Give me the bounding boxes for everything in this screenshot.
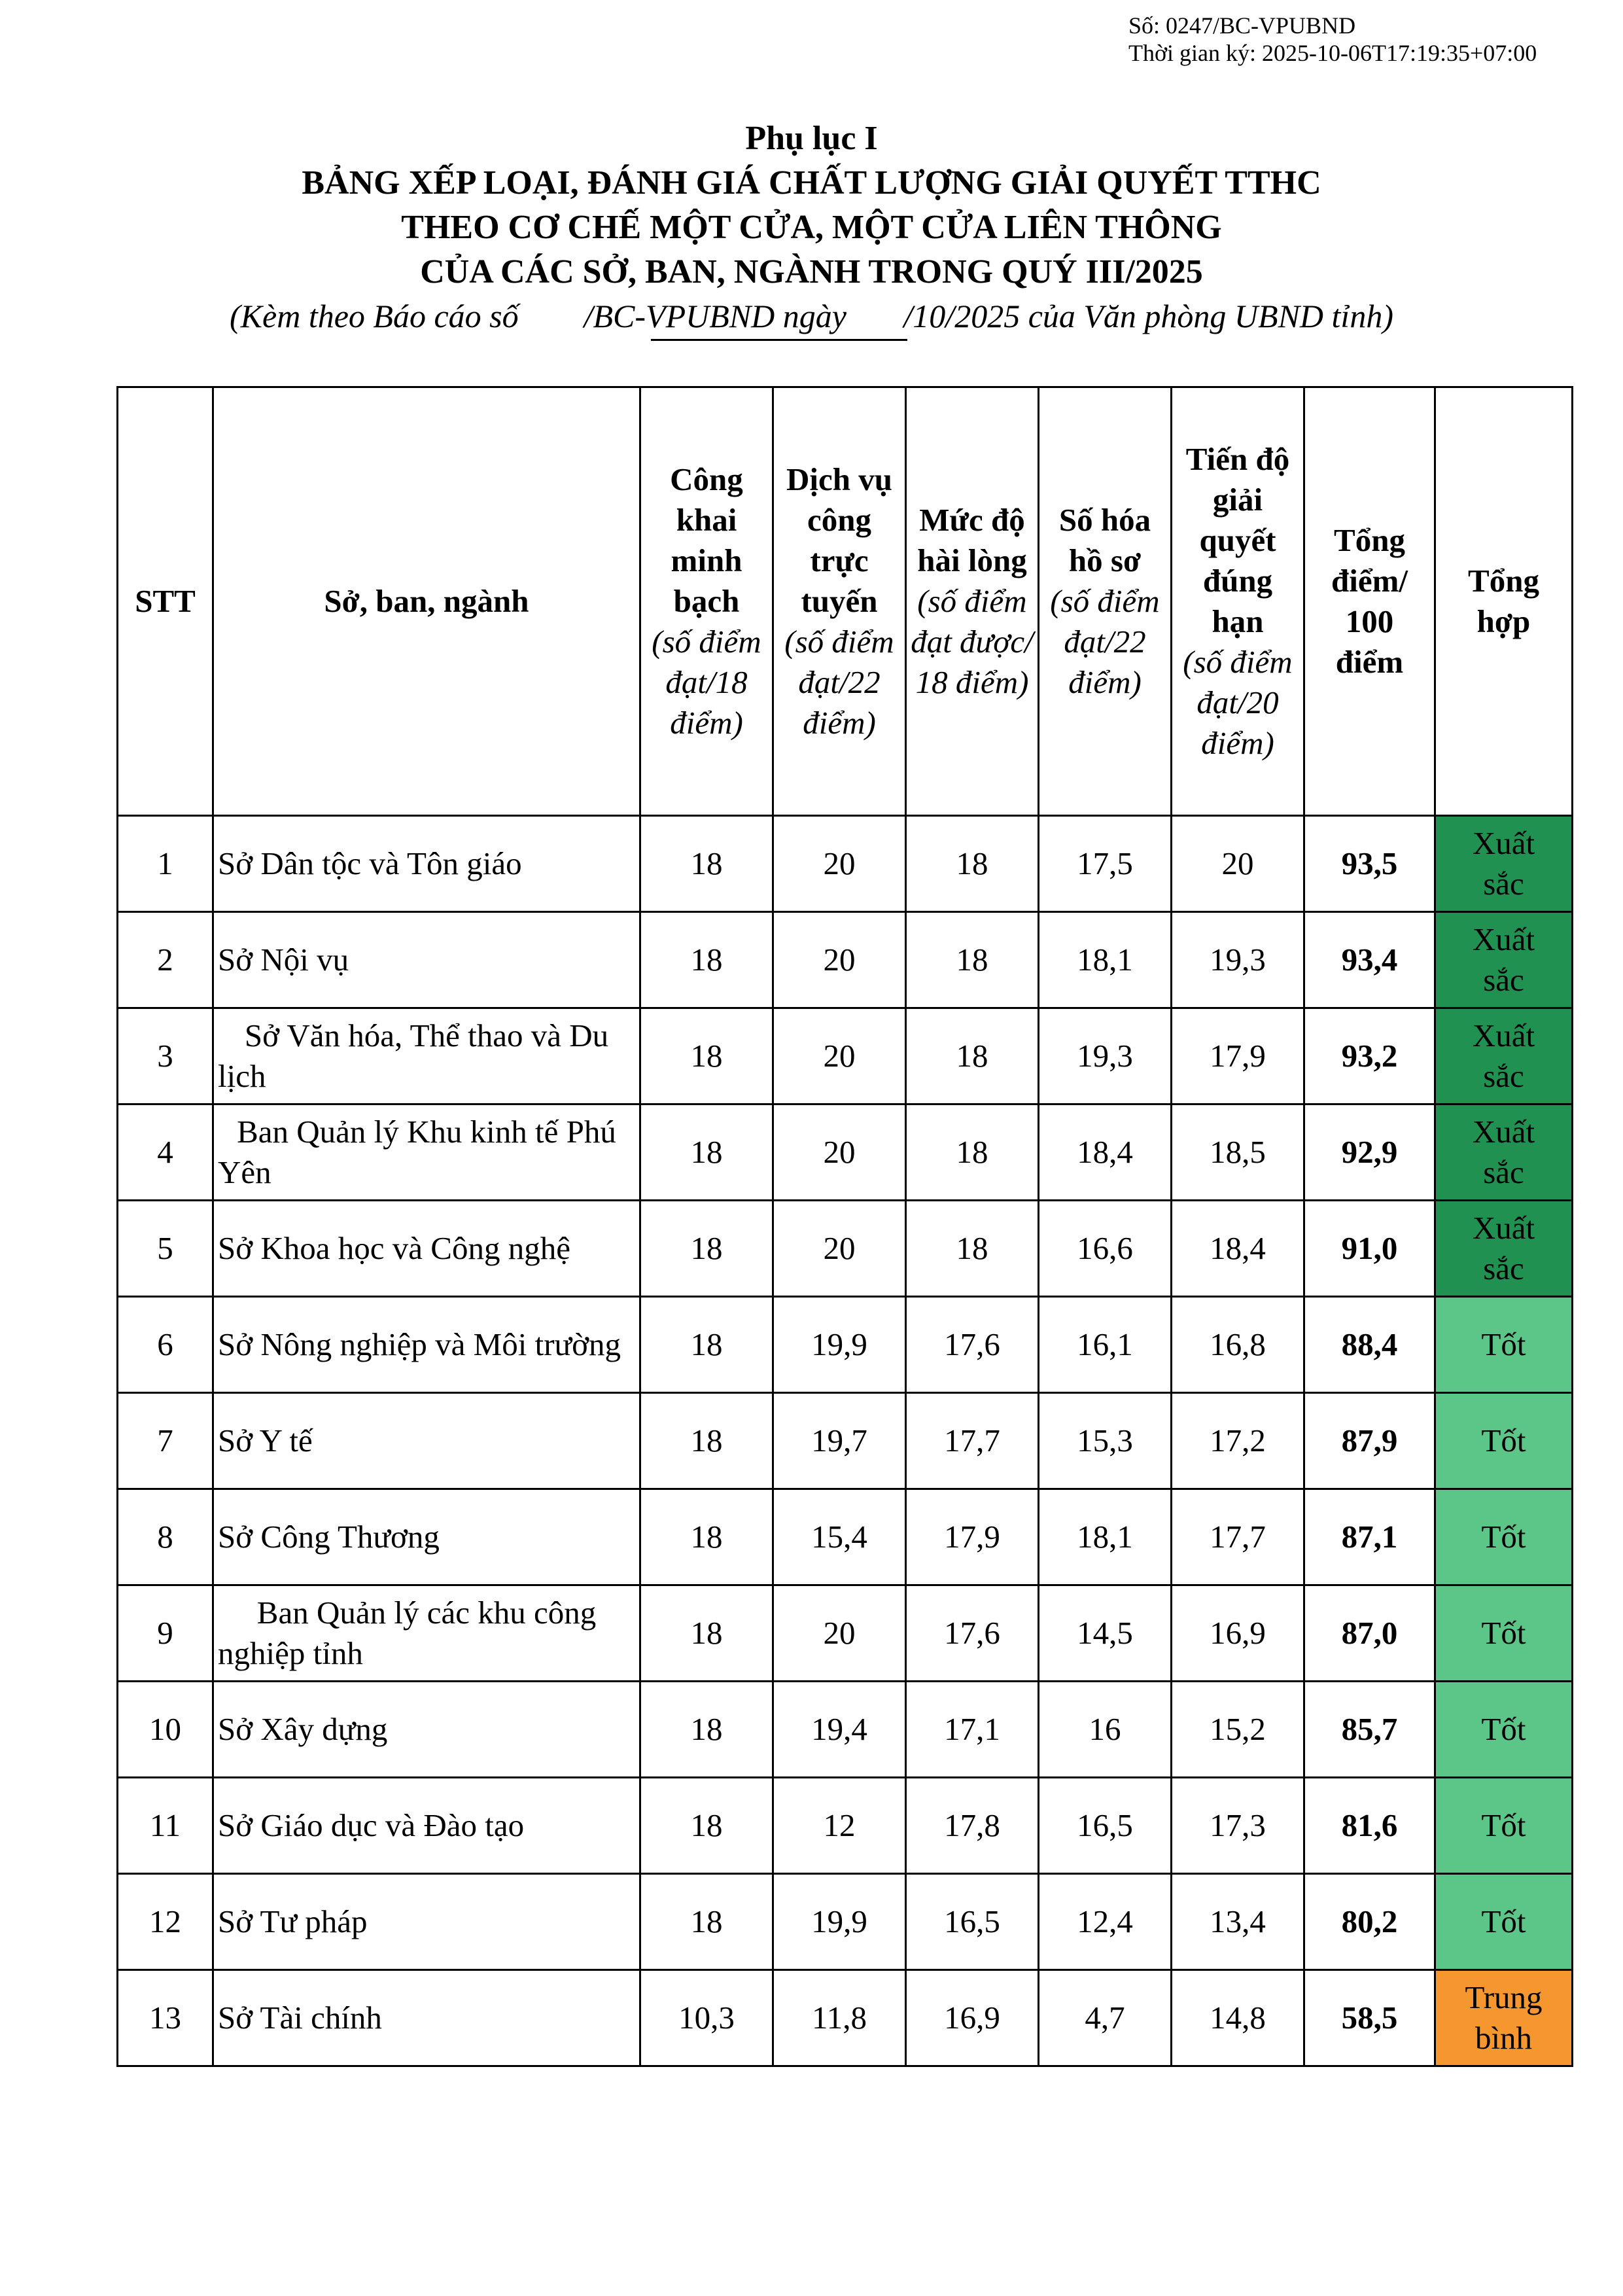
header-label: Số hóa hồ sơ	[1058, 502, 1151, 578]
cell-satisfaction: 17,7	[906, 1393, 1039, 1489]
cell-transparency: 18	[640, 912, 773, 1008]
cell-grade: Xuất sắc	[1435, 816, 1573, 912]
cell-dept: Sở Nội vụ	[213, 912, 640, 1008]
header-satisfaction	[906, 387, 1039, 816]
title-line-3: CỦA CÁC SỞ, BAN, NGÀNH TRONG QUÝ III/2025	[420, 253, 1203, 291]
cell-total: 58,5	[1304, 1970, 1435, 2066]
cell-satisfaction: 17,6	[906, 1297, 1039, 1393]
cell-on-time: 17,9	[1172, 1008, 1304, 1104]
cell-satisfaction: 17,6	[906, 1585, 1039, 1682]
cell-on-time: 18,5	[1172, 1104, 1304, 1201]
cell-dept: Sở Tài chính	[213, 1970, 640, 2066]
cell-online-service: 19,9	[773, 1297, 906, 1393]
cell-online-service: 19,4	[773, 1682, 906, 1778]
cell-transparency: 18	[640, 1008, 773, 1104]
cell-total: 87,1	[1304, 1489, 1435, 1585]
cell-grade: Tốt	[1435, 1874, 1573, 1970]
cell-grade: Tốt	[1435, 1682, 1573, 1778]
cell-stt: 7	[118, 1393, 213, 1489]
subtitle-underline	[651, 339, 907, 341]
header-unit: (số điểm đạt/22 điểm)	[1050, 583, 1160, 700]
cell-grade: Tốt	[1435, 1297, 1573, 1393]
cell-digitization: 17,5	[1039, 816, 1172, 912]
cell-transparency: 18	[640, 816, 773, 912]
cell-stt: 1	[118, 816, 213, 912]
cell-digitization: 18,1	[1039, 1489, 1172, 1585]
title-line-1: BẢNG XẾP LOẠI, ĐÁNH GIÁ CHẤT LƯỢNG GIẢI QUYẾT TTHC	[302, 164, 1321, 202]
cell-grade: Trung bình	[1435, 1970, 1573, 2066]
cell-dept: Sở Văn hóa, Thể thao và Du lịch	[213, 1008, 640, 1104]
header-unit: (số điểm đạt/20 điểm)	[1183, 644, 1293, 761]
cell-total: 92,9	[1304, 1104, 1435, 1201]
cell-satisfaction: 18	[906, 912, 1039, 1008]
cell-satisfaction: 17,9	[906, 1489, 1039, 1585]
table-row	[118, 1682, 1573, 1778]
table-row	[118, 1201, 1573, 1297]
cell-stt: 11	[118, 1778, 213, 1874]
header-total: Tổng điểm/ 100 điểm	[1304, 387, 1435, 816]
cell-on-time: 16,9	[1172, 1585, 1304, 1682]
cell-digitization: 16,1	[1039, 1297, 1172, 1393]
cell-dept: Sở Khoa học và Công nghệ	[213, 1201, 640, 1297]
cell-dept: Sở Giáo dục và Đào tạo	[213, 1778, 640, 1874]
cell-dept: Sở Xây dựng	[213, 1682, 640, 1778]
header-label: Dịch vụ công trực tuyến	[786, 461, 892, 619]
cell-grade: Xuất sắc	[1435, 1201, 1573, 1297]
cell-dept: Sở Nông nghiệp và Môi trường	[213, 1297, 640, 1393]
table-row	[118, 816, 1573, 912]
cell-stt: 13	[118, 1970, 213, 2066]
cell-grade: Tốt	[1435, 1393, 1573, 1489]
cell-stt: 2	[118, 912, 213, 1008]
header-unit: (số điểm đạt/18 điểm)	[652, 624, 761, 741]
subtitle: (Kèm theo Báo cáo số /BC-VPUBND ngày /10/2025 của Văn phòng UBND tỉnh)	[230, 298, 1393, 334]
cell-online-service: 20	[773, 816, 906, 912]
cell-on-time: 18,4	[1172, 1201, 1304, 1297]
cell-online-service: 19,9	[773, 1874, 906, 1970]
cell-transparency: 18	[640, 1393, 773, 1489]
cell-on-time: 13,4	[1172, 1874, 1304, 1970]
cell-digitization: 12,4	[1039, 1874, 1172, 1970]
table-row	[118, 1970, 1573, 2066]
cell-dept: Ban Quản lý Khu kinh tế Phú Yên	[213, 1104, 640, 1201]
cell-digitization: 16	[1039, 1682, 1172, 1778]
cell-dept: Sở Y tế	[213, 1393, 640, 1489]
table-row	[118, 1585, 1573, 1682]
cell-satisfaction: 18	[906, 1008, 1039, 1104]
cell-satisfaction: 17,1	[906, 1682, 1039, 1778]
cell-transparency: 18	[640, 1682, 773, 1778]
cell-on-time: 17,3	[1172, 1778, 1304, 1874]
cell-dept: Sở Công Thương	[213, 1489, 640, 1585]
cell-on-time: 19,3	[1172, 912, 1304, 1008]
header-unit: (số điểm đạt/22 điểm)	[784, 624, 894, 741]
cell-satisfaction: 18	[906, 1201, 1039, 1297]
header-label: Mức độ hài lòng	[917, 502, 1027, 578]
cell-stt: 10	[118, 1682, 213, 1778]
cell-total: 87,9	[1304, 1393, 1435, 1489]
cell-satisfaction: 17,8	[906, 1778, 1039, 1874]
cell-digitization: 18,4	[1039, 1104, 1172, 1201]
ranking-table	[116, 386, 1573, 2067]
signed-time: Thời gian ký: 2025-10-06T17:19:35+07:00	[1128, 40, 1537, 66]
cell-transparency: 18	[640, 1201, 773, 1297]
document-number: Số: 0247/BC-VPUBND	[1128, 12, 1356, 39]
cell-online-service: 20	[773, 1008, 906, 1104]
cell-online-service: 20	[773, 1201, 906, 1297]
table-row	[118, 1393, 1573, 1489]
cell-digitization: 4,7	[1039, 1970, 1172, 2066]
cell-transparency: 18	[640, 1585, 773, 1682]
table-header-row	[118, 387, 1573, 816]
cell-dept: Sở Dân tộc và Tôn giáo	[213, 816, 640, 912]
cell-total: 81,6	[1304, 1778, 1435, 1874]
cell-on-time: 16,8	[1172, 1297, 1304, 1393]
cell-dept: Ban Quản lý các khu công nghiệp tỉnh	[213, 1585, 640, 1682]
cell-total: 88,4	[1304, 1297, 1435, 1393]
cell-digitization: 14,5	[1039, 1585, 1172, 1682]
title-line-2: THEO CƠ CHẾ MỘT CỬA, MỘT CỬA LIÊN THÔNG	[401, 209, 1222, 246]
cell-dept: Sở Tư pháp	[213, 1874, 640, 1970]
cell-total: 91,0	[1304, 1201, 1435, 1297]
signature-stamp	[1128, 12, 1537, 67]
header-stt: STT	[118, 387, 213, 816]
cell-digitization: 16,5	[1039, 1778, 1172, 1874]
header-online-service	[773, 387, 906, 816]
cell-transparency: 18	[640, 1297, 773, 1393]
cell-satisfaction: 16,5	[906, 1874, 1039, 1970]
cell-stt: 6	[118, 1297, 213, 1393]
header-on-time	[1172, 387, 1304, 816]
cell-online-service: 12	[773, 1778, 906, 1874]
cell-online-service: 15,4	[773, 1489, 906, 1585]
cell-total: 93,5	[1304, 816, 1435, 912]
cell-grade: Xuất sắc	[1435, 1104, 1573, 1201]
cell-on-time: 14,8	[1172, 1970, 1304, 2066]
cell-grade: Xuất sắc	[1435, 1008, 1573, 1104]
cell-stt: 4	[118, 1104, 213, 1201]
cell-satisfaction: 16,9	[906, 1970, 1039, 2066]
header-dept: Sở, ban, ngành	[213, 387, 640, 816]
cell-online-service: 19,7	[773, 1393, 906, 1489]
header-label: Tiến độ giải quyết đúng hạn	[1185, 441, 1290, 639]
header-digitization	[1039, 387, 1172, 816]
cell-grade: Tốt	[1435, 1489, 1573, 1585]
cell-online-service: 20	[773, 912, 906, 1008]
header-unit: (số điểm đạt được/ 18 điểm)	[911, 583, 1034, 700]
cell-digitization: 15,3	[1039, 1393, 1172, 1489]
table-row	[118, 1874, 1573, 1970]
cell-stt: 5	[118, 1201, 213, 1297]
cell-satisfaction: 18	[906, 1104, 1039, 1201]
cell-grade: Xuất sắc	[1435, 912, 1573, 1008]
cell-digitization: 18,1	[1039, 912, 1172, 1008]
cell-transparency: 18	[640, 1778, 773, 1874]
table-row	[118, 1778, 1573, 1874]
cell-stt: 9	[118, 1585, 213, 1682]
cell-total: 85,7	[1304, 1682, 1435, 1778]
cell-online-service: 20	[773, 1104, 906, 1201]
cell-stt: 3	[118, 1008, 213, 1104]
cell-transparency: 18	[640, 1874, 773, 1970]
cell-total: 93,2	[1304, 1008, 1435, 1104]
cell-digitization: 19,3	[1039, 1008, 1172, 1104]
document-heading	[0, 116, 1623, 341]
cell-transparency: 18	[640, 1104, 773, 1201]
cell-satisfaction: 18	[906, 816, 1039, 912]
table-row	[118, 1297, 1573, 1393]
table-row	[118, 912, 1573, 1008]
table-row	[118, 1104, 1573, 1201]
cell-on-time: 17,2	[1172, 1393, 1304, 1489]
cell-on-time: 17,7	[1172, 1489, 1304, 1585]
cell-digitization: 16,6	[1039, 1201, 1172, 1297]
cell-on-time: 20	[1172, 816, 1304, 912]
header-grade: Tổng hợp	[1435, 387, 1573, 816]
cell-stt: 12	[118, 1874, 213, 1970]
cell-grade: Tốt	[1435, 1585, 1573, 1682]
cell-total: 80,2	[1304, 1874, 1435, 1970]
table-row	[118, 1489, 1573, 1585]
cell-transparency: 10,3	[640, 1970, 773, 2066]
cell-total: 87,0	[1304, 1585, 1435, 1682]
cell-total: 93,4	[1304, 912, 1435, 1008]
appendix-title: Phụ lục I	[745, 120, 878, 157]
cell-online-service: 20	[773, 1585, 906, 1682]
table-row	[118, 1008, 1573, 1104]
cell-grade: Tốt	[1435, 1778, 1573, 1874]
cell-online-service: 11,8	[773, 1970, 906, 2066]
header-label: Công khai minh bạch	[670, 461, 743, 619]
header-transparency	[640, 387, 773, 816]
cell-transparency: 18	[640, 1489, 773, 1585]
cell-stt: 8	[118, 1489, 213, 1585]
cell-on-time: 15,2	[1172, 1682, 1304, 1778]
